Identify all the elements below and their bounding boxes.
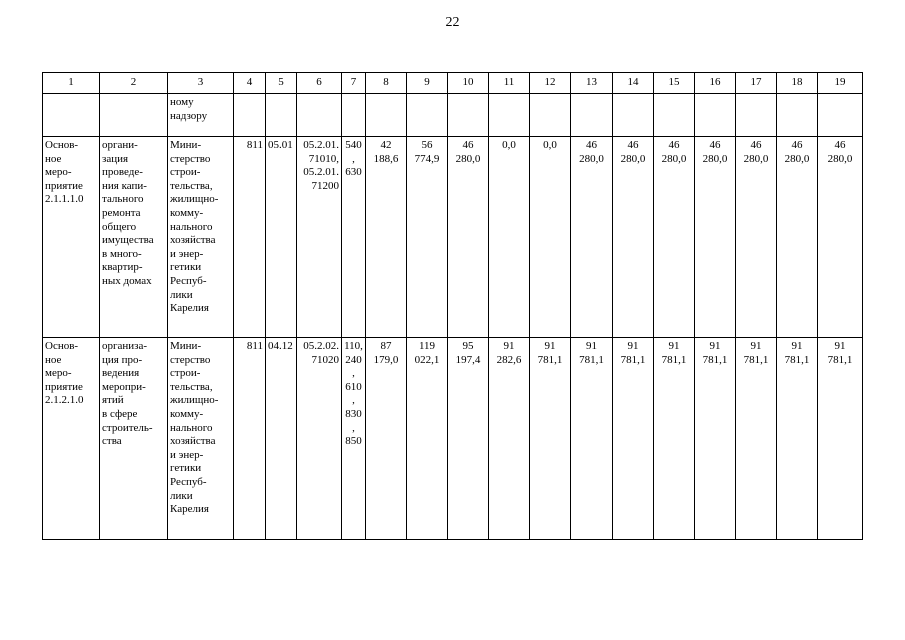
value-cell: 95 197,4 bbox=[448, 338, 489, 540]
csr-cell: 05.2.02. 71020 bbox=[297, 338, 342, 540]
empty-cell bbox=[489, 94, 530, 137]
value-cell: 46 280,0 bbox=[777, 137, 818, 338]
column-number-row bbox=[43, 73, 863, 94]
column-header: 16 bbox=[695, 73, 736, 94]
value-cell: 119 022,1 bbox=[407, 338, 448, 540]
column-header: 5 bbox=[266, 73, 297, 94]
value-cell: 91 781,1 bbox=[613, 338, 654, 540]
column-header: 1 bbox=[43, 73, 100, 94]
column-header: 9 bbox=[407, 73, 448, 94]
empty-cell bbox=[818, 94, 863, 137]
column-header: 10 bbox=[448, 73, 489, 94]
column-header: 13 bbox=[571, 73, 613, 94]
value-cell: 91 781,1 bbox=[571, 338, 613, 540]
value-cell: 91 781,1 bbox=[530, 338, 571, 540]
column-header: 4 bbox=[234, 73, 266, 94]
empty-cell bbox=[613, 94, 654, 137]
column-header: 14 bbox=[613, 73, 654, 94]
empty-cell bbox=[571, 94, 613, 137]
column-header: 7 bbox=[342, 73, 366, 94]
value-cell: 46 280,0 bbox=[654, 137, 695, 338]
executor-cell: ному надзору bbox=[168, 94, 234, 137]
empty-cell bbox=[407, 94, 448, 137]
vr-cell: 540, 630 bbox=[342, 137, 366, 338]
grbs-cell: 811 bbox=[234, 137, 266, 338]
empty-cell bbox=[695, 94, 736, 137]
value-cell: 91 282,6 bbox=[489, 338, 530, 540]
empty-cell bbox=[43, 94, 100, 137]
empty-cell bbox=[266, 94, 297, 137]
column-header: 17 bbox=[736, 73, 777, 94]
continuation-row bbox=[43, 94, 863, 137]
value-cell: 42 188,6 bbox=[366, 137, 407, 338]
value-cell: 91 781,1 bbox=[777, 338, 818, 540]
column-header: 8 bbox=[366, 73, 407, 94]
value-cell: 46 280,0 bbox=[613, 137, 654, 338]
csr-cell: 05.2.01. 71010, 05.2.01. 71200 bbox=[297, 137, 342, 338]
value-cell: 46 280,0 bbox=[818, 137, 863, 338]
value-cell: 91 781,1 bbox=[736, 338, 777, 540]
status-cell: Основ- ное меро- приятие 2.1.2.1.0 bbox=[43, 338, 100, 540]
grbs-cell: 811 bbox=[234, 338, 266, 540]
empty-cell bbox=[448, 94, 489, 137]
empty-cell bbox=[342, 94, 366, 137]
column-header: 6 bbox=[297, 73, 342, 94]
vr-cell: 110, 240, 610, 830, 850 bbox=[342, 338, 366, 540]
value-cell: 91 781,1 bbox=[695, 338, 736, 540]
value-cell: 56 774,9 bbox=[407, 137, 448, 338]
rzpr-cell: 04.12 bbox=[266, 338, 297, 540]
value-cell: 87 179,0 bbox=[366, 338, 407, 540]
empty-cell bbox=[234, 94, 266, 137]
column-header: 2 bbox=[100, 73, 168, 94]
value-cell: 91 781,1 bbox=[654, 338, 695, 540]
empty-cell bbox=[736, 94, 777, 137]
column-header: 11 bbox=[489, 73, 530, 94]
budget-table bbox=[42, 72, 863, 540]
empty-cell bbox=[654, 94, 695, 137]
column-header: 18 bbox=[777, 73, 818, 94]
value-cell: 0,0 bbox=[530, 137, 571, 338]
column-header: 3 bbox=[168, 73, 234, 94]
table-row bbox=[43, 137, 863, 338]
value-cell: 46 280,0 bbox=[695, 137, 736, 338]
table-row bbox=[43, 338, 863, 540]
column-header: 12 bbox=[530, 73, 571, 94]
page-number: 22 bbox=[445, 15, 460, 30]
value-cell: 46 280,0 bbox=[736, 137, 777, 338]
empty-cell bbox=[100, 94, 168, 137]
value-cell: 46 280,0 bbox=[448, 137, 489, 338]
executor-cell: Мини- стерство строи- тельства, жилищно- комму- нального хозяйства и энер- гетики Респуб- лики Карелия bbox=[168, 137, 234, 338]
empty-cell bbox=[297, 94, 342, 137]
empty-cell bbox=[530, 94, 571, 137]
column-header: 15 bbox=[654, 73, 695, 94]
empty-cell bbox=[366, 94, 407, 137]
status-cell: Основ- ное меро- приятие 2.1.1.1.0 bbox=[43, 137, 100, 338]
value-cell: 46 280,0 bbox=[571, 137, 613, 338]
name-cell: организа- ция про- ведения меропри- ятий в сфере строитель- ства bbox=[100, 338, 168, 540]
executor-cell: Мини- стерство строи- тельства, жилищно- комму- нального хозяйства и энер- гетики Респуб- лики Карелия bbox=[168, 338, 234, 540]
column-header: 19 bbox=[818, 73, 863, 94]
empty-cell bbox=[777, 94, 818, 137]
value-cell: 0,0 bbox=[489, 137, 530, 338]
value-cell: 91 781,1 bbox=[818, 338, 863, 540]
name-cell: органи- зация проведе- ния капи- тального ремонта общего имущества в много- квартир- ных домах bbox=[100, 137, 168, 338]
rzpr-cell: 05.01 bbox=[266, 137, 297, 338]
